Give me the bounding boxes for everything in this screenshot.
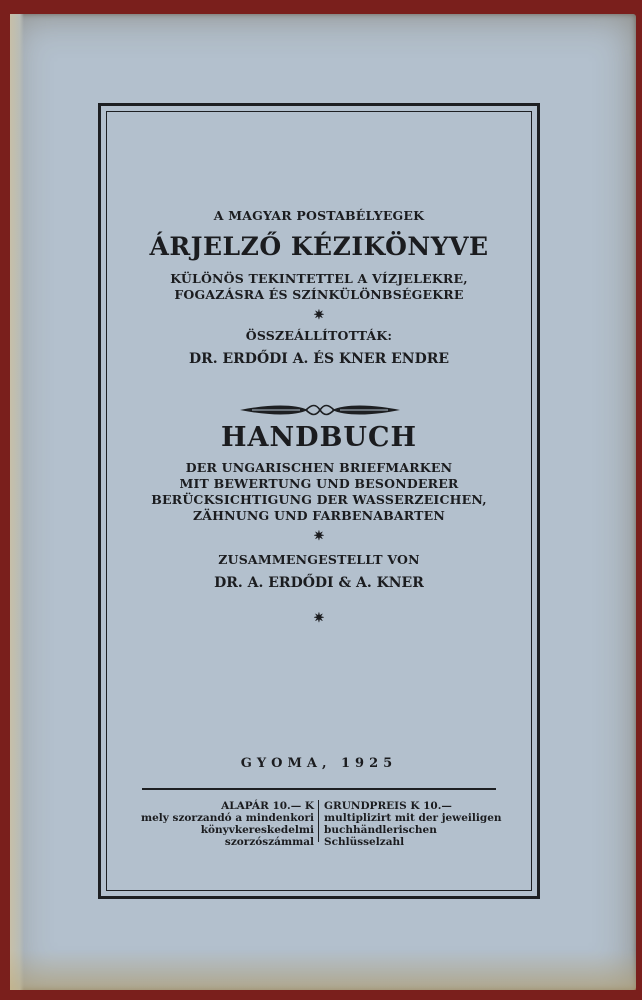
hu-title: ÁRJELZŐ KÉZIKÖNYVE [149,232,489,261]
price-divider [318,800,319,842]
price-hungarian [120,800,314,848]
hu-subtitle-2: FOGAZÁSRA ÉS SZÍNKÜLÖNBSÉGEKRE [174,287,464,302]
de-title: HANDBUCH [221,422,417,453]
de-subtitle-4: ZÄHNUNG UND FARBENABARTEN [192,508,446,523]
de-authors: DR. A. ERDŐDI & A. KNER [214,575,424,591]
price-hu-line2: mely szorzandó a mindenkori [141,812,314,824]
separator-star-icon: ✷ [313,611,325,626]
separator-star-icon: ✷ [313,308,325,323]
de-compiled-label: ZUSAMMENGESTELLT VON [218,552,420,567]
hu-authors: DR. ERDŐDI A. ÉS KNER ENDRE [188,351,450,367]
de-subtitle-2: MIT BEWERTUNG UND BESONDERER [179,476,459,491]
de-subtitle-3: BERÜCKSICHTIGUNG DER WASSERZEICHEN, [151,492,487,507]
hu-compiled-label: ÖSSZEÁLLÍTOTTÁK: [245,328,393,343]
price-de-line2: multiplizirt mit der jeweiligen [324,812,502,824]
price-german [324,800,518,848]
price-de-line4: Schlüsselzahl [324,836,405,848]
separator-star-icon: ✷ [313,529,325,544]
price-rule [142,788,496,790]
ornament-divider-icon [240,402,400,418]
price-de-line1: GRUNDPREIS K 10.— [324,800,452,812]
price-hu-line4: szorzószámmal [224,836,314,848]
price-hu-line3: könyvkereskedelmi [200,824,314,836]
book-cover [10,14,636,990]
hu-line1: A MAGYAR POSTABÉLYEGEK [213,208,425,223]
price-de-line3: buchhändlerischen [324,824,437,836]
hu-subtitle-1: KÜLÖNÖS TEKINTETTEL A VÍZJELEKRE, [170,271,468,286]
de-subtitle-1: DER UNGARISCHEN BRIEFMARKEN [185,460,453,475]
imprint: GYOMA, 1925 [240,756,398,771]
price-hu-line1: ALAPÁR 10.— K [221,800,314,812]
